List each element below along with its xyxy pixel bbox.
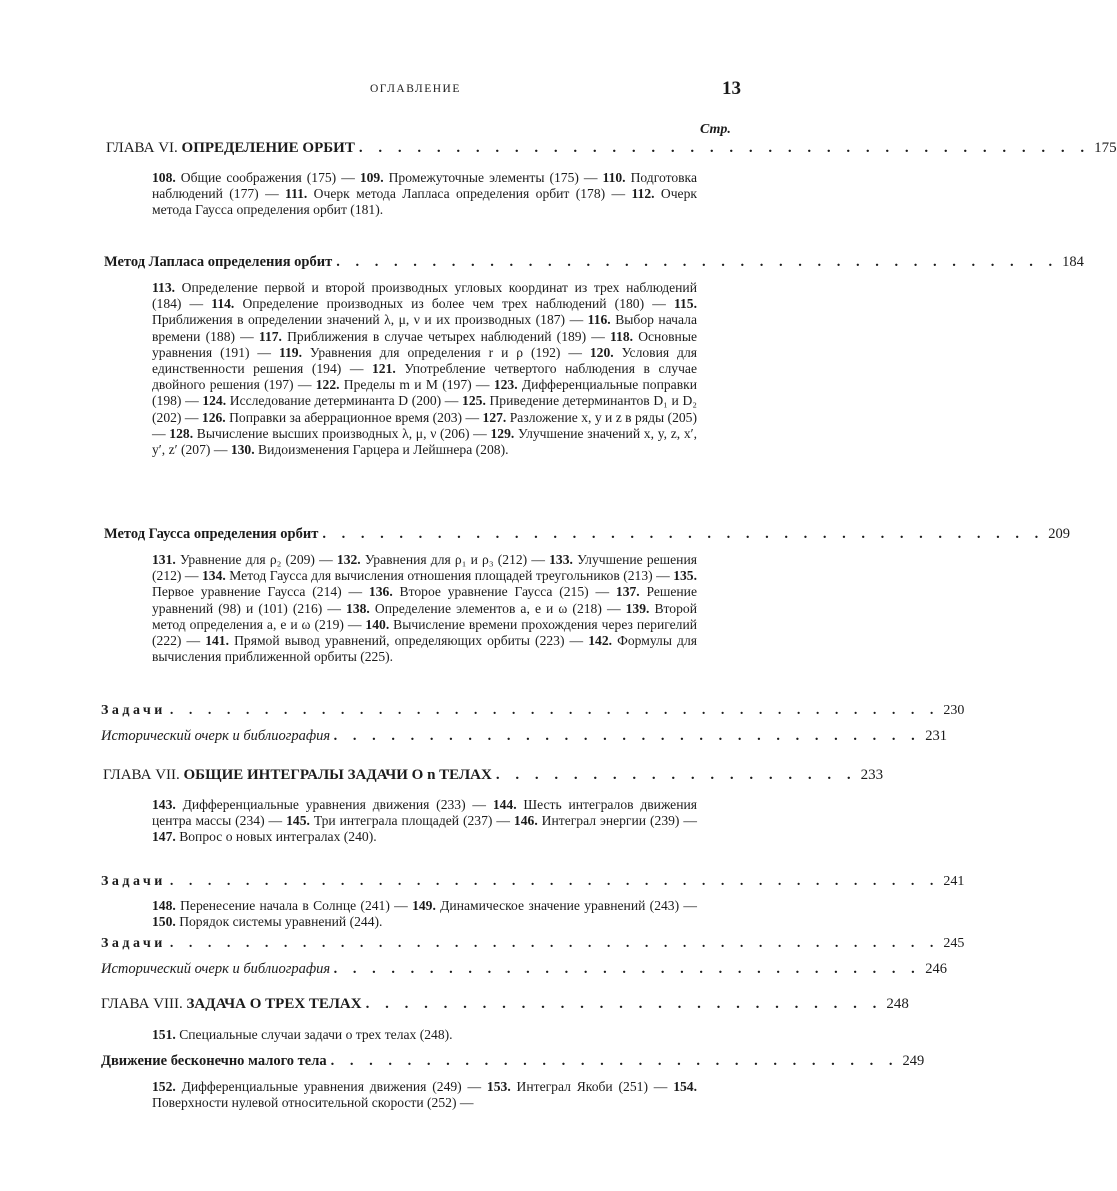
toc-subentries: 131. Уравнение для ρ₂ (209) — 132. Уравнения для ρ₁ и ρ₃ (212) — 133. Улучшение решения (212) — 134. Метод Гаусса для вычисления отношения площадей треугольников (213) — 135. Первое уравнение Гаусса (214) — 136. Второе уравнение Гаусса (215) — 137. Решение уравнений (98) и (101) (216) — 138. Определение элементов a, e и ω (218) — 139. Второй метод определения a, e и ω (219) — 140. Вычисление времени прохождения через перигелий (222) — 141. Прямой вывод уравнений, определяющих орбиты (223) — 142. Формулы для вычисления приближенной орбиты (225). <box>152 552 697 665</box>
page-ref: 175 <box>1094 140 1117 156</box>
toc-subentries: 151. Специальные случаи задачи о трех телах (248). <box>152 1027 453 1042</box>
leader-dots: . . . . . . . . . . . . . . . . . . . <box>495 767 857 783</box>
toc-section <box>104 526 1070 543</box>
chapter-title: ОБЩИЕ ИНТЕГРАЛЫ ЗАДАЧИ О n ТЕЛАХ <box>183 767 492 783</box>
page-ref: 246 <box>925 961 948 977</box>
toc-chapter <box>101 996 909 1013</box>
toc-problems <box>101 874 965 890</box>
toc-section <box>101 1053 925 1070</box>
toc-subentries: 152. Дифференциальные уравнения движения (249) — 153. Интеграл Якоби (251) — 154. Поверхности нулевой относительной скорости (252) — <box>152 1079 697 1111</box>
page-ref: 184 <box>1062 254 1084 270</box>
page-number: 13 <box>722 78 741 99</box>
leader-dots: . . . . . . . . . . . . . . . . . . . . . . . . . . . . . . . . . . . . . . . . . <box>169 936 940 951</box>
chapter-number: ГЛАВА VIII. <box>101 996 183 1012</box>
toc-chapter <box>103 767 884 784</box>
page-ref: 245 <box>943 936 965 951</box>
page-ref: 248 <box>886 996 909 1012</box>
toc-chapter <box>106 140 1117 157</box>
page-column-label: Стр. <box>700 122 731 137</box>
page-ref: 249 <box>902 1053 925 1069</box>
chapter-title: ОПРЕДЕЛЕНИЕ ОРБИТ <box>181 140 355 156</box>
toc-subentries: 108. Общие соображения (175) — 109. Промежуточные элементы (175) — 110. Подготовка наблюдений (177) — 111. Очерк метода Лапласа определения орбит (178) — 112. Очерк метода Гаусса определения орбит (181). <box>152 170 697 218</box>
leader-dots: . . . . . . . . . . . . . . . . . . . . . . . . . . . <box>365 996 883 1012</box>
leader-dots: . . . . . . . . . . . . . . . . . . . . . . . . . . . . . . . . . . . . . . <box>336 254 1059 270</box>
leader-dots: . . . . . . . . . . . . . . . . . . . . . . . . . . . . . . <box>330 1053 899 1069</box>
page-ref: 233 <box>860 767 884 783</box>
toc-section <box>104 254 1084 271</box>
leader-dots: . . . . . . . . . . . . . . . . . . . . . . . . . . . . . . . . . . . . . . <box>358 140 1091 156</box>
page-header <box>0 78 840 106</box>
page-ref: 230 <box>943 703 965 718</box>
section-title: Движение бесконечно малого тела <box>101 1053 327 1069</box>
leader-dots: . . . . . . . . . . . . . . . . . . . . . . . . . . . . . . . <box>334 728 922 744</box>
section-title: Метод Гаусса определения орбит <box>104 526 319 542</box>
toc-problems <box>101 936 965 952</box>
toc-subentries: 148. Перенесение начала в Солнце (241) — 149. Динамическое значение уравнений (243) — 150. Порядок системы уравнений (244). <box>152 898 698 930</box>
chapter-number: ГЛАВА VI. <box>106 140 178 156</box>
page-ref: 209 <box>1048 526 1070 542</box>
toc-subentries: 143. Дифференциальные уравнения движения (233) — 144. Шесть интегралов движения центра массы (234) — 145. Три интеграла площадей (237) — 146. Интеграл энергии (239) — 147. Вопрос о новых интегралах (240). <box>152 797 697 845</box>
toc-problems <box>101 703 965 719</box>
page-ref: 241 <box>943 874 965 889</box>
page-ref: 231 <box>925 728 948 744</box>
chapter-number: ГЛАВА VII. <box>103 767 180 783</box>
chapter-title: ЗАДАЧА О ТРЕХ ТЕЛАХ <box>186 996 362 1012</box>
history-title: Исторический очерк и библиография <box>101 728 331 744</box>
leader-dots: . . . . . . . . . . . . . . . . . . . . . . . . . . . . . . . <box>334 961 922 977</box>
section-title: Метод Лапласа определения орбит <box>104 254 333 270</box>
leader-dots: . . . . . . . . . . . . . . . . . . . . . . . . . . . . . . . . . . . . . . . . . <box>169 703 940 718</box>
problems-title: Задачи <box>101 936 166 951</box>
running-title: ОГЛАВЛЕНИЕ <box>370 83 461 95</box>
leader-dots: . . . . . . . . . . . . . . . . . . . . . . . . . . . . . . . . . . . . . . <box>322 526 1045 542</box>
toc-history <box>101 961 948 978</box>
history-title: Исторический очерк и библиография <box>101 961 331 977</box>
problems-title: Задачи <box>101 874 166 889</box>
toc-history <box>101 728 948 745</box>
toc-subentries: 113. Определение первой и второй производных угловых координат из трех наблюдений (184) — 114. Определение производных из более чем трех наблюдений (180) — 115. Приближения в определении значений λ, μ, ν и их производных (187) — 116. Выбор начала времени (188) — 117. Приближения в случае четырех наблюдений (189) — 118. Основные уравнения (191) — 119. Уравнения для определения r и ρ (192) — 120. Условия для единственности решения (194) — 121. Употребление четвертого наблюдения в случае двойного решения (197) — 122. Пределы m и M (197) — 123. Дифференциальные поправки (198) — 124. Исследование детерминанта D (200) — 125. Приведение детерминантов D₁ и D₂ (202) — 126. Поправки за аберрационное время (203) — 127. Разложение x, y и z в ряды (205) — 128. Вычисление высших производных λ, μ, ν (206) — 129. Улучшение значений x, y, z, x′, y′, z′ (207) — 130. Видоизменения Гарцера и Лейшнера (208). <box>152 280 698 458</box>
problems-title: Задачи <box>101 703 166 718</box>
leader-dots: . . . . . . . . . . . . . . . . . . . . . . . . . . . . . . . . . . . . . . . . . <box>169 874 940 889</box>
